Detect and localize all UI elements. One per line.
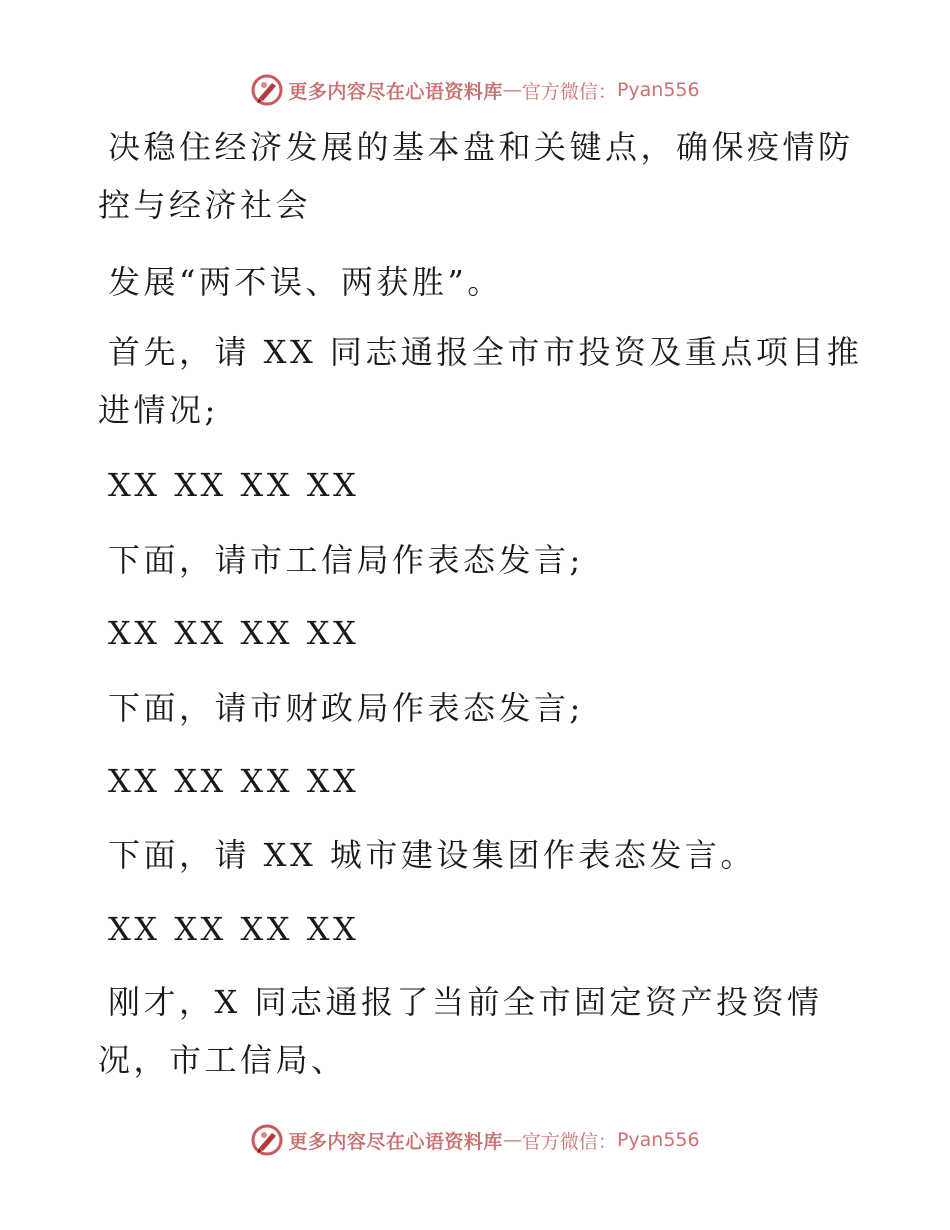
text-line: 首先，请 XX 同志通报全市市投资及重点项目推 — [108, 333, 863, 371]
text-line: 下面，请市财政局作表态发言; — [108, 689, 584, 727]
text-line: 刚才，X 同志通报了当前全市固定资产投资情 — [108, 983, 823, 1021]
text-line: XX XX XX XX — [108, 614, 360, 652]
wechat-label: 官方微信： — [521, 1130, 617, 1153]
banner-separator: — — [502, 79, 522, 101]
text-line: 决稳住经济发展的基本盘和关键点，确保疫情防 — [108, 128, 854, 166]
text-line: 发展“两不误、两获胜”。 — [108, 263, 503, 301]
document-body — [98, 0, 863, 1230]
text-line: 况，市工信局、 — [98, 1041, 347, 1079]
site-name: 更多内容尽在心语资料库 — [288, 1130, 503, 1153]
text-line: 下面，请市工信局作表态发言; — [108, 541, 584, 579]
wechat-label: 官方微信： — [521, 80, 617, 103]
banner-separator: — — [502, 1129, 522, 1151]
text-line: 控与经济社会 — [98, 186, 312, 224]
site-name: 更多内容尽在心语资料库 — [288, 80, 503, 103]
footer-banner — [0, 1122, 950, 1158]
text-line: 下面，请 XX 城市建设集团作表态发言。 — [108, 836, 756, 874]
text-line: XX XX XX XX — [108, 762, 360, 800]
text-line: 进情况; — [98, 391, 219, 429]
text-line: XX XX XX XX — [108, 466, 360, 504]
text-line: XX XX XX XX — [108, 910, 360, 948]
wechat-account: Pyan556 — [616, 79, 700, 101]
wechat-account: Pyan556 — [616, 1129, 700, 1151]
pen-logo-icon — [250, 1123, 284, 1157]
